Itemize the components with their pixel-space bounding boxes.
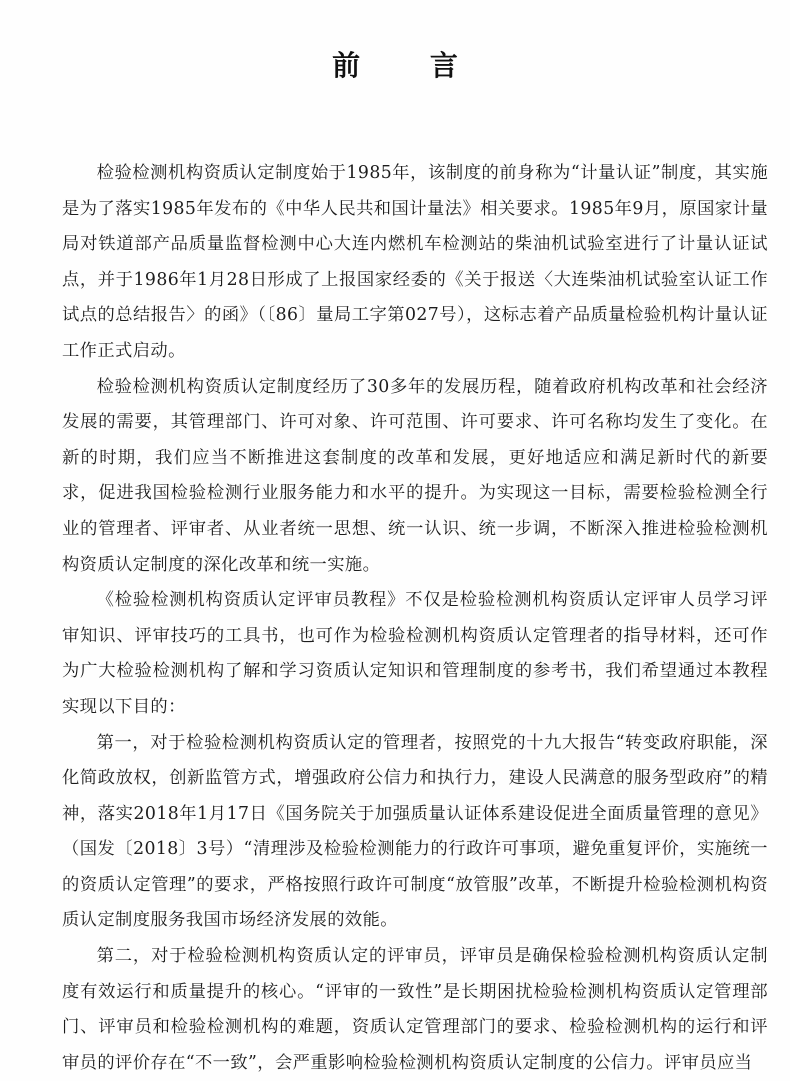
preface-body — [62, 156, 768, 1081]
paragraph-history: 检验检测机构资质认定制度始于1985年，该制度的前身称为“计量认证”制度，其实施是为了落实1985年发布的《中华人民共和国计量法》相关要求。1985年9月，原国家计量局对铁道部产品质量监督检测中心大连内燃机车检测站的柴油机试验室进行了计量认证试点，并于1986年1月28日形成了上报国家经委的《关于报送〈大连柴油机试验室认证工作试点的总结报告〉的函》（〔86〕量局工字第027号），这标志着产品质量检验机构计量认证工作正式启动。 — [62, 163, 768, 361]
page-title: 前 言 — [332, 49, 488, 82]
paragraph-development: 检验检测机构资质认定制度经历了30多年的发展历程，随着政府机构改革和社会经济发展的需要，其管理部门、许可对象、许可范围、许可要求、许可名称均发生了变化。在新的时期，我们应当不断推进这套制度的改革和发展，更好地适应和满足新时代的新要求，促进我国检验检测行业服务能力和水平的提升。为实现这一目标，需要检验检测全行业的管理者、评审者、从业者统一思想、统一认识、统一步调，不断深入推进检验检测机构资质认定制度的深化改革和统一实施。 — [62, 376, 768, 575]
paragraph-goal-two: 第二，对于检验检测机构资质认定的评审员，评审员是确保检验检测机构资质认定制度有效运行和质量提升的核心。“评审的一致性”是长期困扰检验检测机构资质认定管理部门、评审员和检验检测机构的难题，资质认定管理部门的要求、检验检测机构的运行和评审员的评价存在“不一致”，会严重影响检验检测机构资质认定制度的公信力。评审员应当 — [62, 946, 768, 1073]
paragraph-goal-one: 第一，对于检验检测机构资质认定的管理者，按照党的十九大报告“转变政府职能，深化简政放权，创新监管方式，增强政府公信力和执行力，建设人民满意的服务型政府”的精神，落实2018年1月17日《国务院关于加强质量认证体系建设促进全面质量管理的意见》（国发〔2018〕3号）“清理涉及检验检测能力的行政许可事项，避免重复评价，实施统一的资质认定管理”的要求，严格按照行政许可制度“放管服”改革，不断提升检验检测机构资质认定制度服务我国市场经济发展的效能。 — [62, 732, 768, 931]
paragraph-purpose: 《检验检测机构资质认定评审员教程》不仅是检验检测机构资质认定评审人员学习评审知识、评审技巧的工具书，也可作为检验检测机构资质认定管理者的指导材料，还可作为广大检验检测机构了解和学习资质认定知识和管理制度的参考书，我们希望通过本教程实现以下目的： — [62, 590, 768, 717]
